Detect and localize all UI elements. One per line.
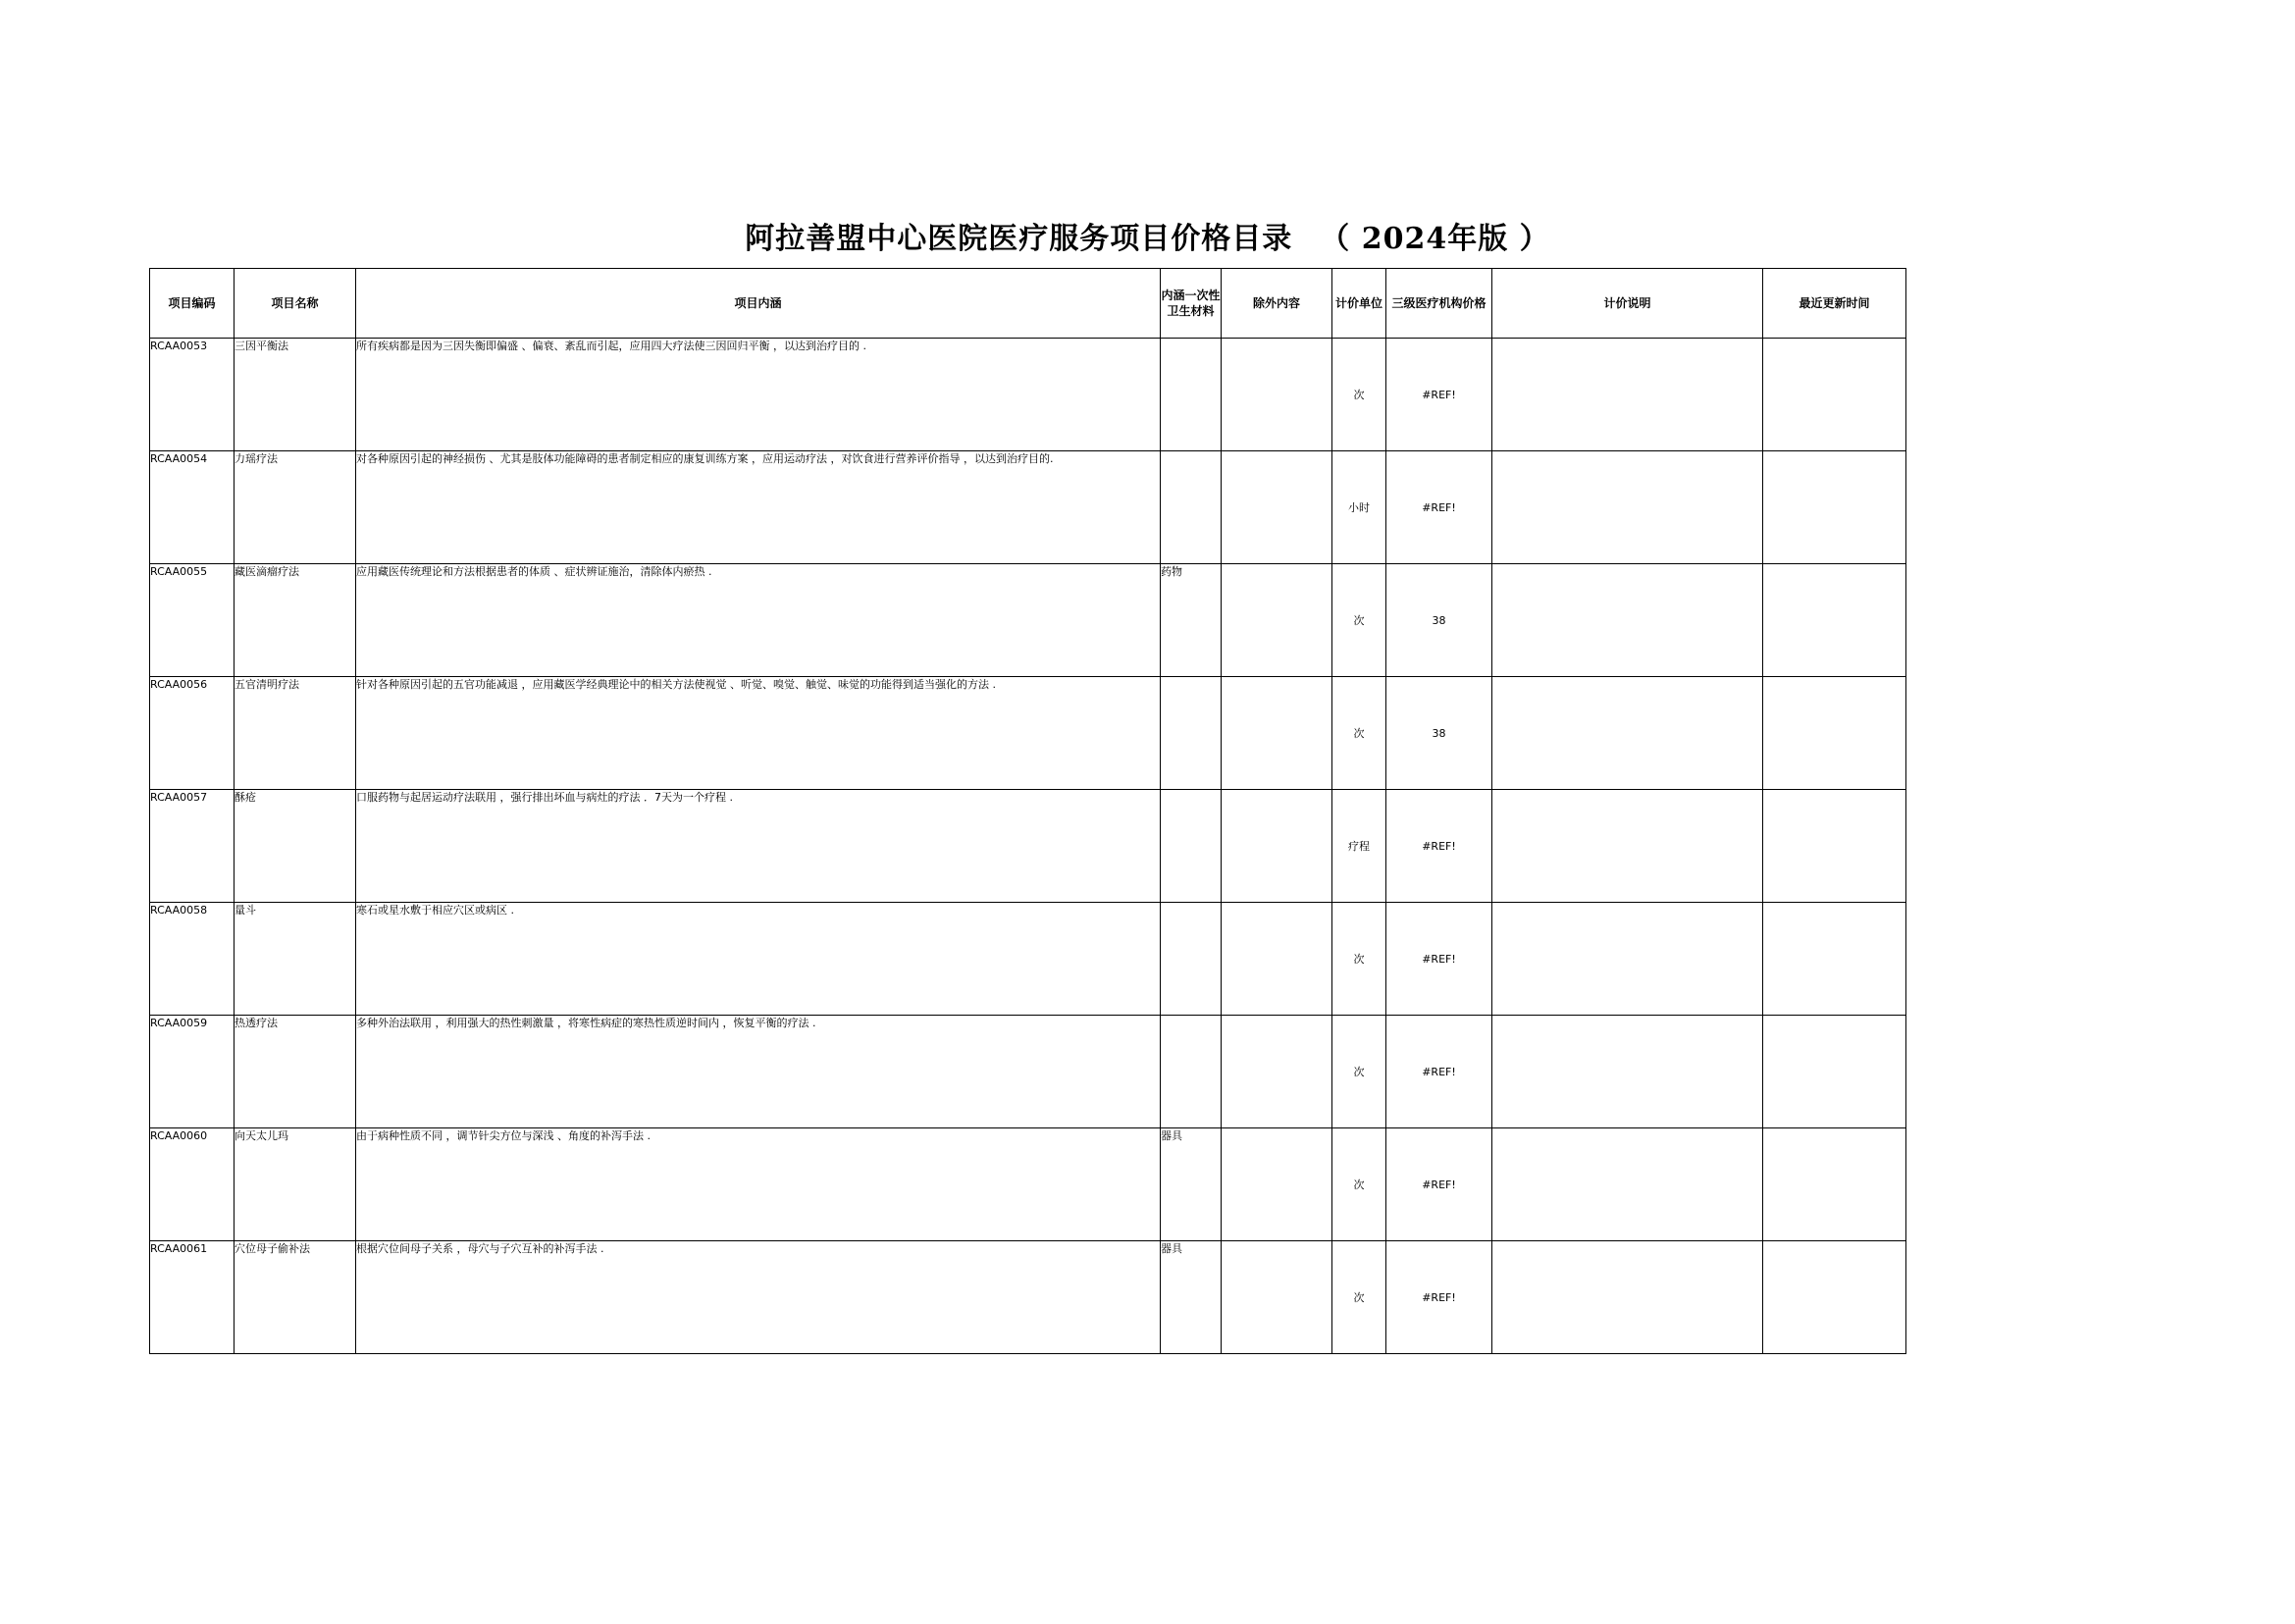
cell-exclusions bbox=[1222, 790, 1332, 903]
cell-unit: 疗程 bbox=[1332, 790, 1386, 903]
table-row bbox=[150, 903, 1906, 1016]
cell-price: #REF! bbox=[1386, 1016, 1492, 1128]
cell-updated bbox=[1763, 339, 1906, 451]
cell-content: 所有疾病都是因为三因失衡即偏盛 、偏衰、紊乱而引起，应用四大疗法使三因回归平衡 ，以达到治疗目的 . bbox=[356, 339, 1161, 451]
header-exclusions: 除外内容 bbox=[1222, 269, 1332, 339]
title-text: 阿拉善盟中心医院医疗服务项目价格目录 bbox=[745, 222, 1293, 256]
cell-name: 酥疮 bbox=[235, 790, 356, 903]
cell-consumables bbox=[1161, 677, 1222, 790]
cell-content: 多种外治法联用 ，利用强大的热性刺激量 ，将寒性病症的寒热性质逆时间内 ，恢复平衡的疗法 . bbox=[356, 1016, 1161, 1128]
cell-price: 38 bbox=[1386, 564, 1492, 677]
cell-code: RCAA0059 bbox=[150, 1016, 235, 1128]
cell-note bbox=[1492, 790, 1763, 903]
cell-price: #REF! bbox=[1386, 1241, 1492, 1354]
cell-updated bbox=[1763, 564, 1906, 677]
cell-name: 藏医滴瘤疗法 bbox=[235, 564, 356, 677]
cell-consumables bbox=[1161, 451, 1222, 564]
cell-unit: 小时 bbox=[1332, 451, 1386, 564]
cell-consumables: 器具 bbox=[1161, 1241, 1222, 1354]
cell-note bbox=[1492, 1241, 1763, 1354]
cell-exclusions bbox=[1222, 339, 1332, 451]
cell-unit: 次 bbox=[1332, 339, 1386, 451]
cell-name: 五官清明疗法 bbox=[235, 677, 356, 790]
cell-price: #REF! bbox=[1386, 903, 1492, 1016]
cell-price: #REF! bbox=[1386, 1128, 1492, 1241]
cell-content: 应用藏医传统理论和方法根据患者的体质 、症状辨证施治，清除体内瘀热 . bbox=[356, 564, 1161, 677]
cell-unit: 次 bbox=[1332, 1241, 1386, 1354]
cell-exclusions bbox=[1222, 1128, 1332, 1241]
cell-price: 38 bbox=[1386, 677, 1492, 790]
table-row bbox=[150, 339, 1906, 451]
cell-consumables bbox=[1161, 790, 1222, 903]
cell-exclusions bbox=[1222, 903, 1332, 1016]
header-consumables: 内涵一次性卫生材料 bbox=[1161, 269, 1222, 339]
header-row bbox=[150, 269, 1906, 339]
table-row bbox=[150, 1128, 1906, 1241]
header-note: 计价说明 bbox=[1492, 269, 1763, 339]
table-row bbox=[150, 677, 1906, 790]
table-row bbox=[150, 564, 1906, 677]
cell-updated bbox=[1763, 1128, 1906, 1241]
header-code: 项目编码 bbox=[150, 269, 235, 339]
header-name: 项目名称 bbox=[235, 269, 356, 339]
table-row bbox=[150, 451, 1906, 564]
cell-name: 三因平衡法 bbox=[235, 339, 356, 451]
cell-name: 穴位母子偷补法 bbox=[235, 1241, 356, 1354]
cell-content: 寒石或星水敷于相应穴区或病区 . bbox=[356, 903, 1161, 1016]
cell-exclusions bbox=[1222, 564, 1332, 677]
cell-exclusions bbox=[1222, 677, 1332, 790]
cell-note bbox=[1492, 339, 1763, 451]
cell-content: 对各种原因引起的神经损伤 、尤其是肢体功能障碍的患者制定相应的康复训练方案 ，应用运动疗法 ，对饮食进行营养评价指导 ，以达到治疗目的. bbox=[356, 451, 1161, 564]
cell-note bbox=[1492, 564, 1763, 677]
cell-code: RCAA0061 bbox=[150, 1241, 235, 1354]
cell-updated bbox=[1763, 790, 1906, 903]
cell-unit: 次 bbox=[1332, 903, 1386, 1016]
cell-name: 力瑶疗法 bbox=[235, 451, 356, 564]
cell-consumables bbox=[1161, 339, 1222, 451]
cell-price: #REF! bbox=[1386, 790, 1492, 903]
cell-updated bbox=[1763, 1241, 1906, 1354]
title-year: （ 2024年版 ） bbox=[1320, 222, 1550, 256]
cell-updated bbox=[1763, 677, 1906, 790]
cell-code: RCAA0056 bbox=[150, 677, 235, 790]
cell-exclusions bbox=[1222, 1241, 1332, 1354]
cell-name: 量斗 bbox=[235, 903, 356, 1016]
cell-content: 口服药物与起居运动疗法联用 ，强行排出坏血与病灶的疗法 ．7天为一个疗程 . bbox=[356, 790, 1161, 903]
cell-content: 由于病种性质不同 ，调节针尖方位与深浅 、角度的补泻手法 . bbox=[356, 1128, 1161, 1241]
table-row bbox=[150, 1241, 1906, 1354]
cell-code: RCAA0060 bbox=[150, 1128, 235, 1241]
cell-consumables bbox=[1161, 1016, 1222, 1128]
cell-unit: 次 bbox=[1332, 564, 1386, 677]
cell-note bbox=[1492, 451, 1763, 564]
table-row bbox=[150, 1016, 1906, 1128]
cell-note bbox=[1492, 903, 1763, 1016]
cell-updated bbox=[1763, 1016, 1906, 1128]
cell-name: 热透疗法 bbox=[235, 1016, 356, 1128]
cell-note bbox=[1492, 1016, 1763, 1128]
price-catalog-table bbox=[149, 268, 1906, 1354]
cell-consumables bbox=[1161, 903, 1222, 1016]
cell-price: #REF! bbox=[1386, 451, 1492, 564]
table-row bbox=[150, 790, 1906, 903]
cell-code: RCAA0055 bbox=[150, 564, 235, 677]
page-title bbox=[0, 214, 2295, 257]
cell-unit: 次 bbox=[1332, 1128, 1386, 1241]
cell-exclusions bbox=[1222, 1016, 1332, 1128]
header-price: 三级医疗机构价格 bbox=[1386, 269, 1492, 339]
cell-updated bbox=[1763, 903, 1906, 1016]
cell-updated bbox=[1763, 451, 1906, 564]
cell-code: RCAA0057 bbox=[150, 790, 235, 903]
cell-note bbox=[1492, 677, 1763, 790]
cell-exclusions bbox=[1222, 451, 1332, 564]
header-content: 项目内涵 bbox=[356, 269, 1161, 339]
cell-code: RCAA0058 bbox=[150, 903, 235, 1016]
cell-price: #REF! bbox=[1386, 339, 1492, 451]
cell-code: RCAA0053 bbox=[150, 339, 235, 451]
cell-note bbox=[1492, 1128, 1763, 1241]
header-updated: 最近更新时间 bbox=[1763, 269, 1906, 339]
cell-name: 向天太儿玛 bbox=[235, 1128, 356, 1241]
cell-consumables: 药物 bbox=[1161, 564, 1222, 677]
cell-consumables: 器具 bbox=[1161, 1128, 1222, 1241]
cell-content: 根据穴位间母子关系 ，母穴与子穴互补的补泻手法 . bbox=[356, 1241, 1161, 1354]
cell-unit: 次 bbox=[1332, 677, 1386, 790]
header-unit: 计价单位 bbox=[1332, 269, 1386, 339]
cell-content: 针对各种原因引起的五官功能减退 ，应用藏医学经典理论中的相关方法使视觉 、听觉、嗅觉、触觉、味觉的功能得到适当强化的方法 . bbox=[356, 677, 1161, 790]
cell-code: RCAA0054 bbox=[150, 451, 235, 564]
cell-unit: 次 bbox=[1332, 1016, 1386, 1128]
